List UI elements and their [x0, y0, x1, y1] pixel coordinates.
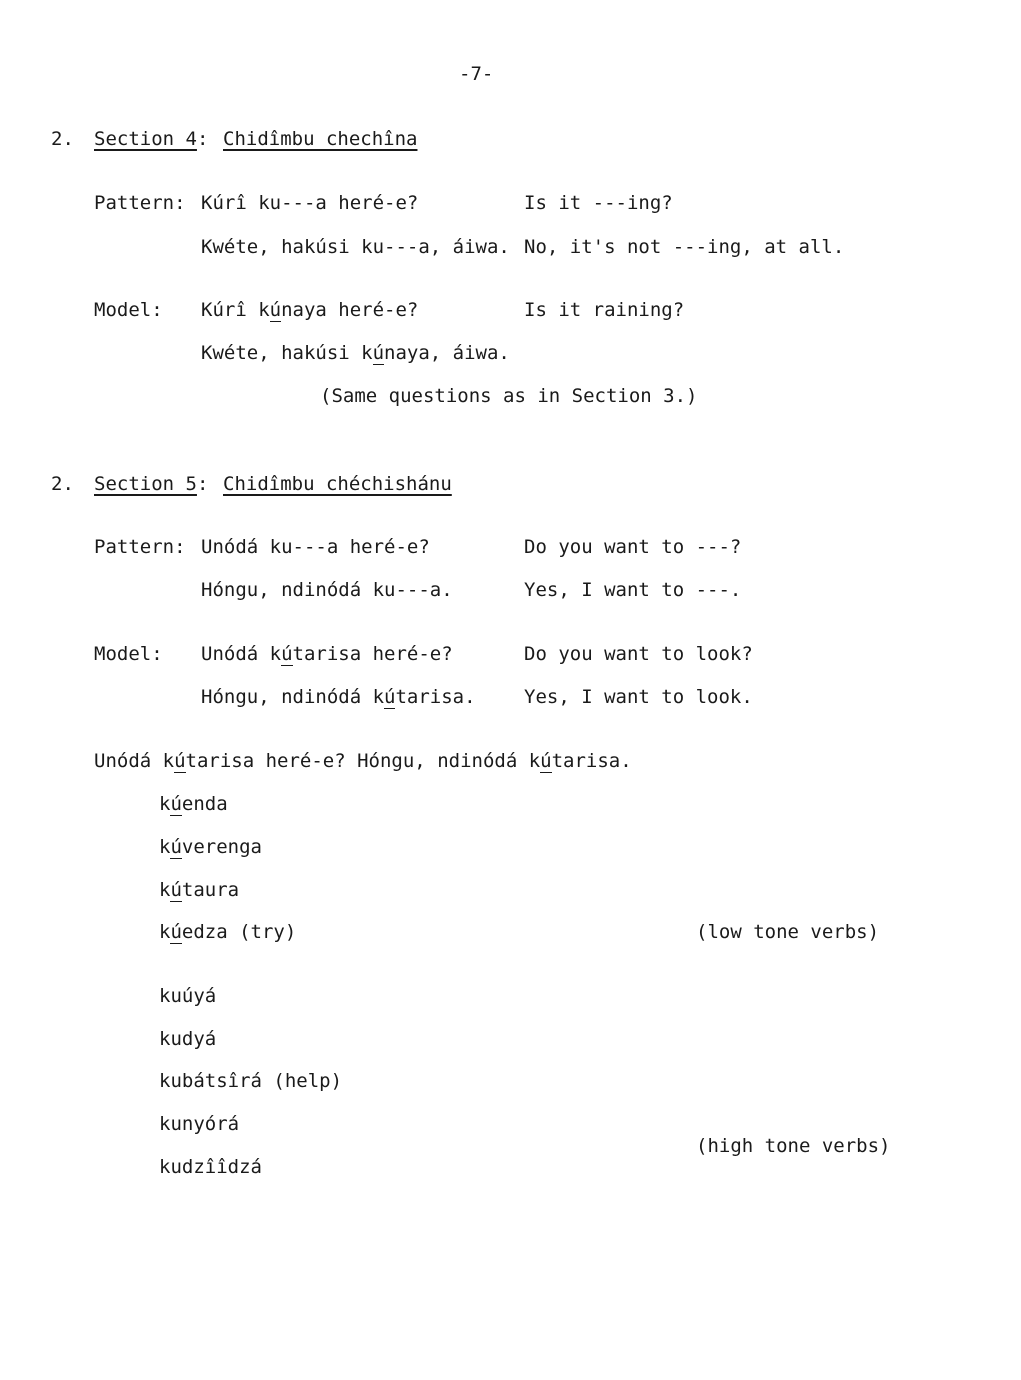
text-part: k — [159, 921, 171, 943]
text-part: tarisa. — [395, 686, 476, 708]
drill-line — [94, 750, 632, 772]
underlined-vowel: ú — [170, 921, 182, 943]
text-part: edza (try) — [181, 921, 297, 943]
underlined-vowel: ú — [174, 750, 186, 772]
pattern-label: Pattern: — [94, 536, 186, 558]
section-label: Section 4 — [94, 128, 197, 150]
underlined-vowel: ú — [170, 836, 182, 858]
underlined-vowel: ú — [540, 750, 552, 772]
list-item: kubátsîrá (help) — [159, 1070, 343, 1092]
list-item: kunyórá — [159, 1113, 240, 1135]
model-label: Model: — [94, 643, 163, 665]
text-part: Kúrî k — [201, 299, 270, 321]
underlined-vowel: ú — [269, 299, 282, 321]
model-answer-translation: Yes, I want to look. — [524, 686, 753, 708]
heading-colon: : — [196, 128, 209, 150]
underlined-vowel: ú — [281, 643, 293, 665]
text-part: k — [159, 879, 171, 901]
text-part: verenga — [181, 836, 262, 858]
text-part: Unódá k — [201, 643, 282, 665]
text-part: tarisa heré-e? Hóngu, ndinódá k — [185, 750, 541, 772]
section-label: Section 5 — [94, 473, 197, 495]
underlined-vowel: ú — [170, 793, 182, 815]
text-part: Hóngu, ndinódá k — [201, 686, 385, 708]
list-item — [159, 879, 239, 901]
text-part: Kwéte, hakúsi k — [201, 342, 373, 364]
heading-colon: : — [196, 473, 209, 495]
text-part: tarisa. — [551, 750, 632, 772]
pattern-answer: Hóngu, ndinódá ku---a. — [201, 579, 453, 601]
model-answer — [201, 342, 510, 364]
pattern-answer-translation: Yes, I want to ---. — [524, 579, 742, 601]
high-tone-label: (high tone verbs) — [696, 1135, 891, 1157]
model-label: Model: — [94, 299, 163, 321]
model-question — [201, 643, 453, 665]
section-number: 2. — [51, 473, 74, 495]
section-heading — [94, 473, 208, 495]
section-note: (Same questions as in Section 3.) — [320, 385, 698, 407]
text-part: k — [159, 836, 171, 858]
list-item — [159, 793, 228, 815]
underlined-vowel: ú — [372, 342, 385, 364]
model-question — [201, 299, 418, 321]
section-title: Chidîmbu chéchishánu — [223, 473, 452, 495]
list-item: kuúyá — [159, 985, 217, 1007]
list-item: kudyá — [159, 1028, 217, 1050]
low-tone-label: (low tone verbs) — [696, 921, 880, 943]
text-part: naya, áiwa. — [384, 342, 510, 364]
pattern-question: Unódá ku---a heré-e? — [201, 536, 430, 558]
model-answer — [201, 686, 476, 708]
underlined-vowel: ú — [170, 879, 182, 901]
list-item — [159, 836, 262, 858]
pattern-label: Pattern: — [94, 192, 186, 214]
page-number: -7- — [459, 63, 494, 85]
text-part: enda — [181, 793, 228, 815]
pattern-answer: Kwéte, hakúsi ku---a, áiwa. — [201, 236, 510, 258]
section-title: Chidîmbu chechîna — [223, 128, 418, 150]
pattern-answer-translation: No, it's not ---ing, at all. — [524, 236, 845, 258]
list-item: kudzîîdzá — [159, 1156, 262, 1178]
list-item — [159, 921, 296, 943]
pattern-question-translation: Is it ---ing? — [524, 192, 673, 214]
section-number: 2. — [51, 128, 74, 150]
model-question-translation: Is it raining? — [524, 299, 685, 321]
model-question-translation: Do you want to look? — [524, 643, 753, 665]
text-part: k — [159, 793, 171, 815]
text-part: taura — [181, 879, 240, 901]
text-part: Unódá k — [94, 750, 175, 772]
text-part: tarisa heré-e? — [292, 643, 453, 665]
underlined-vowel: ú — [384, 686, 396, 708]
pattern-question: Kúrî ku---a heré-e? — [201, 192, 419, 214]
pattern-question-translation: Do you want to ---? — [524, 536, 742, 558]
section-heading — [94, 128, 208, 150]
text-part: naya heré-e? — [281, 299, 419, 321]
